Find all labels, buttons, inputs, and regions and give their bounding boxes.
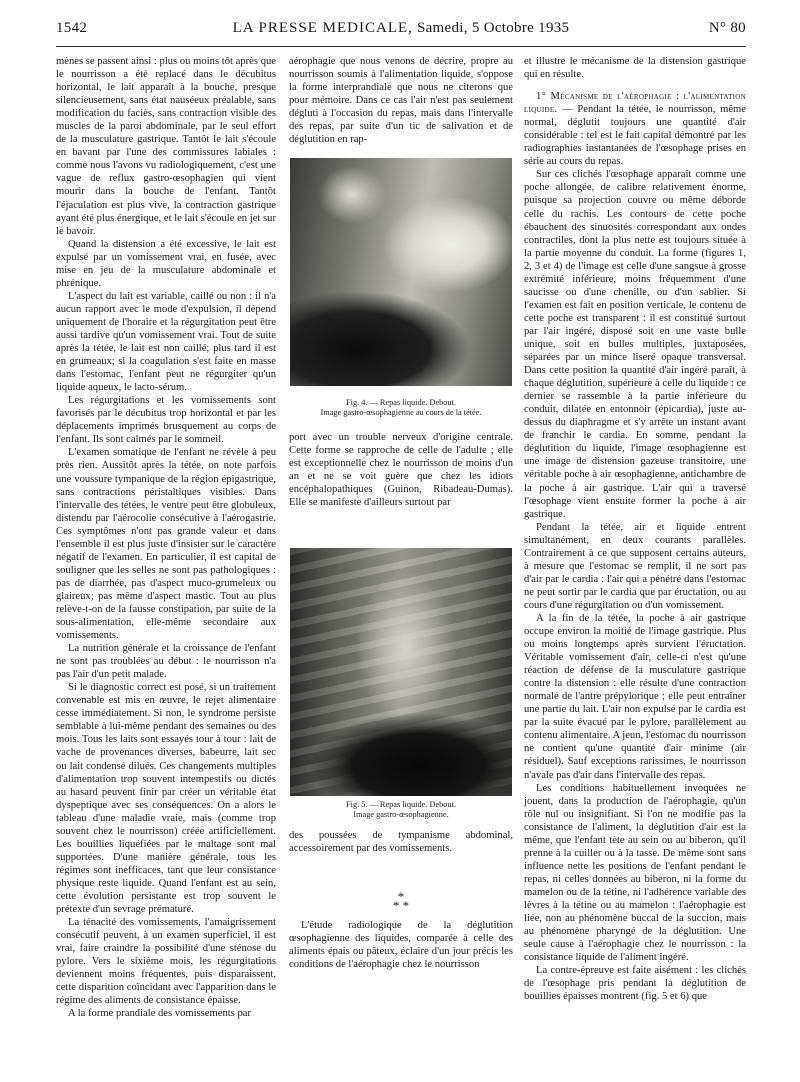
paragraph: La nutrition générale et la croissance de l'enfant ne sont pas troublées au début : le nourrisson n'a pas l'air d'un petit malade.: [56, 643, 276, 681]
section-text: — Pendant la tétée, le nourrisson, même normal, déglutit toujours une quantité d'air considérable : tel est le fait capital démontré par les radiographies instantanées de l'œsophage prises en série au cours du repas.: [524, 104, 746, 168]
figure-5-caption-title: Fig. 5. — Repas liquide. Debout.: [346, 800, 456, 809]
page-header: [56, 20, 746, 42]
paragraph: L'aspect du lait est variable, caillé ou non : il n'a aucun rapport avec le mode d'expulsion, il dépend uniquement de l'horaire et la régurgitation peut être aussi tardive qu'un vomissement vrai. Tout de suite après la tétée, le lait est non caillé; plus tard il est en grumeaux; si la coagulation s'est faite en masse dans l'estomac, l'enfant peut ne régurgiter qu'un liquide aqueux, le lacto-sérum.: [56, 290, 276, 394]
paragraph: Quand la distension a été excessive, le lait est expulsé par un vomissement vrai, en fusée, avec mise en jeu de la musculature abdominale et phrénique.: [56, 238, 276, 289]
paragraph: La ténacité des vomissements, l'amaigrissement consécutif peuvent, à un examen superficiel, il est vrai, faire craindre la possibilité d'une sténose du pylore. Vers le sixième mois, les régurgitations deviennent moins fréquentes, puis disparaissent, cette disparition coïncidant avec l'apparition dans le régime des aliments de consistance épaisse.: [56, 917, 276, 1007]
column-2-bottom: [289, 919, 513, 971]
figure-5-caption: [289, 800, 513, 820]
figure-4-caption-desc: Image gastro-œsophagienne au cours de la tétée.: [320, 408, 482, 417]
running-title: [56, 20, 746, 37]
section-paragraph: [524, 90, 746, 168]
figure-4-caption-title: Fig. 4. — Repas liquide. Debout.: [346, 398, 456, 407]
journal-name: LA PRESSE MEDICALE,: [232, 20, 413, 36]
figure-4-caption: [289, 398, 513, 418]
column-1: [56, 55, 276, 1020]
paragraph: et illustre le mécanisme de la distension gastrique qui en résulte.: [524, 56, 746, 81]
page-number: 1542: [56, 20, 88, 36]
column-2-middle: [289, 431, 513, 509]
paragraph: Sur ces clichés l'œsophage apparaît comme une poche allongée, de calibre relativement énorme, puisque sa projection couvre ou même déborde celle du rachis. Les contours de cette poche ébauchent des sinuosités correspondant aux ondes contractiles, dont la plus nette est toujours située à la partie moyenne du conduit. La forme (figures 1, 2, 3 et 4) de l'image est celle d'une sangsue à grosse extrémité inférieure, moins fréquemment d'une saucisse ou d'une chenille, ou d'un sablier. Si l'examen est fait en position verticale, le contenu de cette poche est transparent : il est constitué surtout par l'air ingéré, disposé soit en une vaste bulle unique, soit en bulles multiples, juxtaposées, séparées par un mince liseré opaque transversal. Dans cette position la quantité d'air ingéré paraît, à chaque déglutition, supérieure à celle du liquide : ce dernier se rassemble à la partie inférieure du conduit, dilatée en entonnoir (épicardia), juste au-dessus du diaphragme et s'y arrête un instant avant de franchir le cardia. En somme, pendant la déglutition du liquide, l'image œsophagienne est une image de distension gazeuse transitoire, une véritable poche à air œsophagienne, antichambre de la poche à air gastrique. L'air qui a traversé l'œsophage vient ensuite former la poche à air gastrique.: [524, 169, 746, 520]
section-separator: * * *: [392, 889, 410, 913]
paragraph: mènes se passent ainsi : plus ou moins tôt après que le nourrisson a été replacé dans le décubitus horizontal, le lait apparaît à la bouche, presque silencieusement, sans état nauséeux préalable, sans modification du faciès, sans contraction visible des muscles de la paroi abdominale, par le seul effort de la musculature gastrique. Tantôt le lait s'écoule en bavant par l'une des commissures labiales : comme nous l'avons vu radiologiquement, c'est une vague de reflux gastro-œsophagien qui vient mourir dans la bouche de l'enfant. Tantôt l'éjaculation est plus vive, la contraction gastrique ayant été plus énergique, et le lait s'écoule en jet sur le bavoir.: [56, 56, 276, 237]
figure-5-xray-image: [290, 548, 512, 796]
column-3: [524, 55, 746, 1003]
paragraph: A la forme prandiale des vomissements par: [68, 1008, 251, 1020]
column-2-top: [289, 55, 513, 146]
issue-number: N° 80: [708, 20, 746, 36]
figure-5-caption-desc: Image gastro-œsophagienne.: [353, 810, 449, 819]
column-2-after-figure-5: [289, 829, 513, 855]
header-rule: [56, 46, 746, 47]
figure-4-xray-image: [290, 158, 512, 386]
paragraph: L'étude radiologique de la déglutition œsophagienne des liquides, comparée à celle des aliments épais ou pâteux, éclaire d'un jour précis les conditions de l'aérophagie chez le nourrisson: [289, 920, 513, 971]
paragraph: aérophagie que nous venons de décrire, propre au nourrisson soumis à l'alimentation liquide, s'oppose la forme interprandiale que nous ne citerons que pour mémoire. Dans ce cas l'air n'est pas seulement dégluti à l'occasion du repas, mais dans l'intervalle des repas, par suite d'un tic de salivation et de déglutition en rap-: [289, 56, 513, 146]
paragraph: port avec un trouble nerveux d'origine centrale. Cette forme se rapproche de celle de l'adulte ; elle est exceptionnelle chez le nourrisson de moins d'un an et ne se voit guère que chez les idiots encéphalopathiques (Guinon, Ribadeau-Dumas). Elle se manifeste d'ailleurs surtout par: [289, 432, 513, 509]
paragraph: Si le diagnostic correct est posé, si un traitement convenable est mis en œuvre, le rejet alimentaire cesse immédiatement. Si non, le syndrome persiste semblable à lui-même pendant des semaines ou des mois. Tous les laits sont essayés tour à tour : lait de vache de provenances diverses, babeurre, lait sec ou lait condensé dilués. Ces changements multiples d'alimentation trop souvent intempestifs ou dictés au hasard peuvent finir par créer un véritable état dyspeptique avec ses conséquences. On a alors le tableau d'une maladie vraie, mais (comme trop souvent chez le nourrisson) créée artificiellement. Les bouillies liquéfiées par le maltage sont mal supportées. D'une manière générale, tous les régimes sont inefficaces, tant que leur consistance physique reste liquide. Quand l'enfant est au sein, cette évolution persistante est trop souvent le prétexte d'un sevrage prématuré.: [56, 682, 276, 916]
paragraph: des poussées de tympanisme abdominal, accessoirement par des vomissements.: [289, 830, 513, 855]
paragraph: Pendant la tétée, air et liquide entrent simultanément, en deux courants parallèles. Contrairement à ce que supposent certains auteurs, à mesure que l'estomac se remplit, il ne sort pas d'air par le cardia : l'air qui a pénétré dans l'estomac ne peut sortir par le cardia que par éructation, ou au cours d'une régurgitation ou d'un vomissement.: [524, 521, 746, 611]
issue-date: Samedi, 5 Octobre 1935: [416, 20, 570, 36]
paragraph: Les régurgitations et les vomissements sont favorisés par le décubitus trop horizontal et par les déplacements imprimés brusquement au corps de l'enfant. Ils sont calmés par le sommeil.: [56, 395, 276, 446]
paragraph: L'examen somatique de l'enfant ne révèle à peu près rien. Aussitôt après la tétée, on note parfois une voussure tympanique de la région épigastrique, sans contractions péristaltiques visibles. Dans l'intervalle des tétées, le ventre peut être globuleux, distendu par l'aérocolie consécutive à l'aérogastrie. Ces symptômes n'ont pas grande valeur et dans l'ensemble il est plus juste d'insister sur le caractère négatif de l'examen. En particulier, il est capital de souligner que les selles ne sont pas pathologiques : pas de diarrhée, pas d'aspect muco-grumeleux ou glaireux; pas même d'aspect mastic. Tout au plus relève-t-on de la fausse constipation, par suite de la sous-alimentation, elle-même secondaire aux vomissements.: [56, 447, 276, 642]
paragraph: Les conditions habituellement invoquées ne jouent, dans la production de l'aérophagie, qu'un rôle nul ou insignifiant. Si l'on ne modifie pas la consistance de l'aliment, la déglutition d'air est la même, que l'enfant tète au sein ou au biberon, qu'il prenne à la cuiller ou à la tasse. De même sont sans influence nette les positions de l'enfant pendant le repas, ni celles données au biberon, ni la forme du mamelon ou de la tétine, ni l'adhérence variable des lèvres à la tétine ou au mamelon : l'aérophagie est liée, non au phénomène buccal de la succion, mais au phénomène pharyngé de la déglutition. Une seule cause à l'aérophagie chez le nourrisson : la consistance liquide de l'aliment ingéré.: [524, 782, 746, 964]
paragraph: La contre-épreuve est faite aisément : les clichés de l'œsophage pris pendant la déglutition de bouillies épaisses montrent (fig. 5 et 6) que: [524, 965, 746, 1003]
section-heading: 1° Mécanisme de l'aérophagie : l'alimentation liquide.: [524, 91, 746, 116]
paragraph: A la fin de la tétée, la poche à air gastrique occupe environ la moitié de l'image gastrique. Plus ou moins longtemps après survient l'éructation. Véritable vomissement d'air, celle-ci n'est qu'une réaction de défense de la musculature gastrique contre la distension : elle résulte d'une contraction normale de l'antre prépylorique ; elle peut entraîner une partie du lait. L'air non expulsé par le cardia est par la suite évacué par le pylore, parallèlement au contenu alimentaire. A jeun, l'estomac du nourrisson ne contient qu'une quantité d'air minime (air résiduel). Sauf exceptions rarissimes, le nourrisson n'avale pas d'air dans l'intervalle des repas.: [524, 612, 746, 781]
